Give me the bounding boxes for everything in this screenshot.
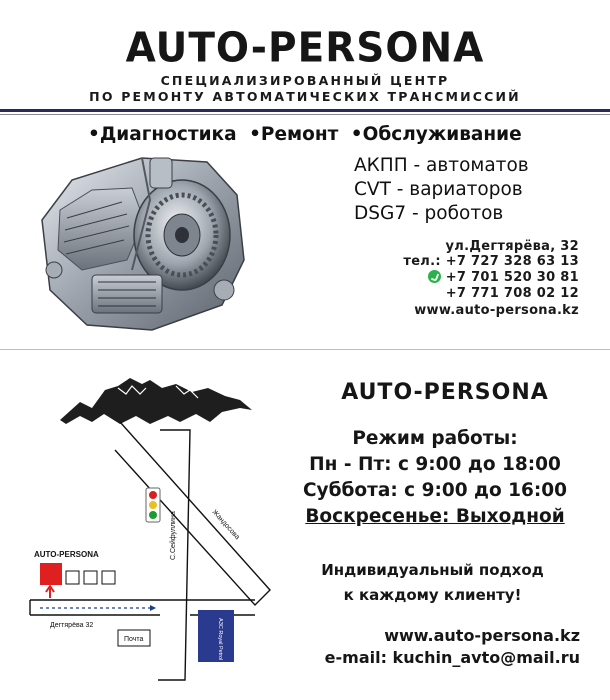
whatsapp-icon xyxy=(428,270,441,283)
traffic-light-red xyxy=(149,491,157,499)
hours-sunday: Воскресенье: Выходной xyxy=(305,506,565,527)
map-zhandosova-label: Жандосова xyxy=(210,508,241,542)
transmission-illustration xyxy=(32,140,254,340)
location-map xyxy=(0,350,300,700)
transmission-dsg: DSG7 - роботов xyxy=(354,203,504,224)
transmission-cvt: CVT - вариаторов xyxy=(354,179,523,200)
subtitle-line-1: СПЕЦИАЛИЗИРОВАННЫЙ ЦЕНТР xyxy=(160,73,450,88)
auto-persona-building xyxy=(40,563,62,585)
back-brand-title: AUTO-PERSONA xyxy=(341,380,549,405)
email-link[interactable]: e-mail: kuchin_avto@mail.ru xyxy=(324,648,580,667)
map-gas-label: АЗС Royal Petrol xyxy=(217,618,223,661)
business-card-back xyxy=(0,350,610,700)
traffic-light-yellow xyxy=(149,501,157,509)
slogan-line-2: к каждому клиенту! xyxy=(343,586,522,604)
service-repair: •Ремонт xyxy=(249,124,339,145)
website-link[interactable]: www.auto-persona.kz xyxy=(414,303,579,318)
hours-title: Режим работы: xyxy=(352,428,518,449)
slogan-line-1: Индивидуальный подход xyxy=(321,561,544,579)
mountains-illustration xyxy=(60,378,252,424)
map-shop-label: AUTO-PERSONA xyxy=(34,550,99,559)
traffic-light-green xyxy=(149,511,157,519)
phone-1[interactable]: тел.: +7 727 328 63 13 xyxy=(403,254,579,269)
back-website-link[interactable]: www.auto-persona.kz xyxy=(384,626,580,645)
hours-weekdays: Пн - Пт: с 9:00 до 18:00 xyxy=(309,454,561,475)
service-diagnostics: •Диагностика xyxy=(88,124,237,145)
map-seifullina-label: С.Сейфуллина xyxy=(170,511,177,560)
address-text: ул.Дегтярёва, 32 xyxy=(445,239,579,254)
phone-3[interactable]: +7 771 708 02 12 xyxy=(445,286,579,301)
divider-rule xyxy=(0,109,610,112)
hours-saturday: Суббота: с 9:00 до 16:00 xyxy=(302,480,568,501)
road-zhandosova xyxy=(115,422,270,605)
phone-2[interactable]: +7 701 520 30 81 xyxy=(445,270,579,285)
map-post-label: Почта xyxy=(124,636,144,643)
arrow-up-icon xyxy=(46,586,54,598)
transmission-akpp: АКПП - автоматов xyxy=(354,155,529,176)
divider-rule-thin xyxy=(0,114,610,115)
gas-station-building xyxy=(198,610,234,662)
map-degtyareva-label: Дегтярёва 32 xyxy=(50,622,94,629)
phone-2-row[interactable] xyxy=(428,270,579,285)
brand-title: AUTO-PERSONA xyxy=(125,24,485,73)
service-maintenance: •Обслуживание xyxy=(350,124,522,145)
subtitle-line-2: ПО РЕМОНТУ АВТОМАТИЧЕСКИХ ТРАНСМИССИЙ xyxy=(89,89,521,104)
